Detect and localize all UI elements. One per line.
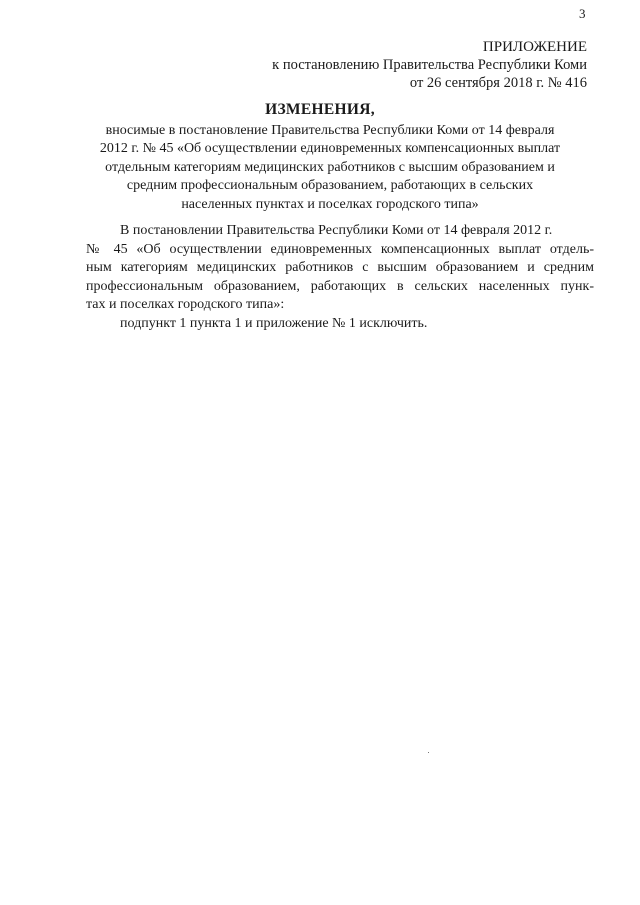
body-line: тах и поселках городского типа»: (86, 297, 285, 313)
document-heading: ИЗМЕНЕНИЯ, (265, 101, 375, 118)
body-line: В постановлении Правительства Республики Коми от 14 февраля 2012 г. (120, 223, 553, 238)
document-subheading (60, 122, 600, 214)
appendix-resolution-line: к постановлению Правительства Республики Коми (272, 57, 587, 73)
subheading-line: средним профессиональным образованием, работающих в сельских (126, 178, 534, 194)
body-paragraph (86, 222, 594, 334)
subheading-line: вносимые в постановление Правительства Республики Коми от 14 февраля (105, 123, 555, 138)
appendix-block (272, 38, 587, 92)
subheading-line: 2012 г. № 45 «Об осуществлении единовременных компенсационных выплат (99, 141, 561, 157)
body-line: ным категориям медицинских работников с высшим образованием и средним (86, 260, 594, 276)
appendix-title: ПРИЛОЖЕНИЕ (482, 39, 587, 55)
page-number: 3 (579, 6, 586, 21)
body-line: № 45 «Об осуществлении единовременных компенсационных выплат отдель- (86, 241, 594, 257)
body-item: подпункт 1 пункта 1 и приложение № 1 исключить. (120, 315, 428, 331)
appendix-date-line: от 26 сентября 2018 г. № 416 (409, 75, 587, 91)
subheading-line: отдельным категориям медицинских работников с высшим образованием и (105, 159, 555, 175)
scan-speck (428, 752, 429, 753)
subheading-line: населенных пунктах и поселках городского типа» (181, 196, 479, 212)
body-line: профессиональным образованием, работающих в сельских населенных пунк- (86, 278, 594, 294)
